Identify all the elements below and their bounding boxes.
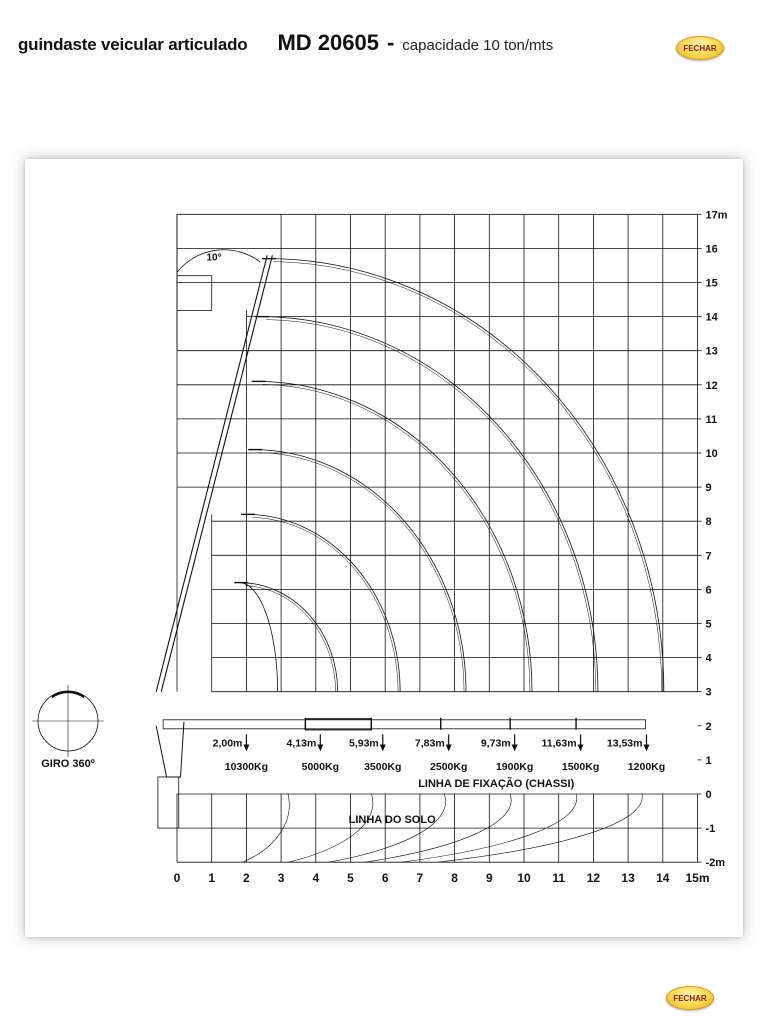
reach-curve-inner bbox=[263, 384, 530, 691]
horizontal-boom-cylinder bbox=[305, 719, 371, 730]
y-tick-label: -2m bbox=[705, 857, 726, 870]
reach-curve bbox=[239, 583, 337, 692]
reach-distance-label: 7,83m bbox=[414, 737, 445, 750]
horizontal-boom-body bbox=[163, 720, 645, 729]
x-tick-label: 3 bbox=[277, 871, 285, 886]
page-subtitle: guindaste veicular articulado bbox=[18, 35, 248, 54]
close-button-top[interactable]: FECHAR bbox=[676, 36, 724, 60]
reach-curve-inner bbox=[252, 517, 398, 691]
x-tick-label: 8 bbox=[451, 871, 458, 886]
x-tick-label: 2 bbox=[243, 871, 250, 886]
reach-curve-small bbox=[239, 583, 277, 692]
y-tick-label: 8 bbox=[705, 516, 712, 529]
y-tick-label: 6 bbox=[705, 584, 712, 597]
y-tick-label: 16 bbox=[705, 243, 718, 256]
reach-curve bbox=[260, 317, 598, 692]
chart-labels bbox=[32, 209, 728, 885]
reach-arrow bbox=[317, 745, 323, 752]
x-tick-label: 5 bbox=[347, 871, 354, 886]
x-tick-label: 10 bbox=[517, 871, 531, 886]
page-header bbox=[18, 30, 758, 66]
y-tick-label: 7 bbox=[705, 550, 712, 563]
reach-distance-label: 9,73m bbox=[480, 737, 511, 750]
y-tick-label: 0 bbox=[705, 789, 712, 801]
y-tick-label: 10 bbox=[705, 448, 718, 460]
y-tick-label: 2 bbox=[705, 720, 712, 733]
model-name: MD 20605 bbox=[277, 30, 379, 55]
y-tick-label: 13 bbox=[705, 345, 718, 358]
x-tick-label: 12 bbox=[586, 871, 601, 886]
x-tick-label: 7 bbox=[416, 871, 424, 886]
title-separator: - bbox=[386, 30, 395, 55]
crane-base bbox=[158, 777, 179, 828]
reach-arrow bbox=[643, 745, 649, 752]
y-tick-label: 1 bbox=[705, 754, 712, 767]
reach-load-label: 2500Kg bbox=[430, 761, 468, 774]
reach-curve bbox=[253, 450, 466, 692]
x-tick-label: 4 bbox=[312, 871, 320, 886]
crane-boom bbox=[156, 250, 276, 692]
x-tick-label: 0 bbox=[173, 871, 181, 886]
reach-load-label: 3500Kg bbox=[364, 761, 402, 774]
y-tick-label: -1 bbox=[705, 823, 716, 836]
x-tick-label: 1 bbox=[208, 871, 216, 886]
angle-label: 10° bbox=[206, 252, 222, 264]
boom-outer-line bbox=[161, 255, 272, 691]
reach-load-label: 10300Kg bbox=[224, 761, 269, 774]
y-tick-label: 14 bbox=[705, 311, 718, 324]
x-tick-label: 13 bbox=[621, 871, 635, 886]
reach-distance-label: 13,53m bbox=[606, 737, 643, 750]
reach-distance-label: 5,93m bbox=[348, 737, 379, 750]
rotation-label: GIRO 360º bbox=[41, 758, 95, 770]
y-tick-label: 17m bbox=[705, 209, 728, 222]
reach-curve-inner bbox=[245, 586, 335, 692]
reach-distance-label: 2,00m bbox=[212, 737, 243, 750]
y-tick-label: 5 bbox=[705, 618, 712, 631]
y-tick-label: 9 bbox=[705, 482, 712, 495]
x-tick-label: 9 bbox=[485, 871, 493, 886]
reach-curve-inner bbox=[259, 453, 464, 692]
reach-load-label: 1500Kg bbox=[561, 761, 600, 774]
reach-arrow bbox=[380, 745, 386, 752]
reach-arrow bbox=[512, 745, 518, 752]
x-tick-label: 14 bbox=[656, 871, 670, 886]
load-chart-panel bbox=[25, 159, 743, 937]
reach-curve-inner bbox=[273, 262, 662, 692]
reach-distance-label: 11,63m bbox=[541, 737, 577, 750]
reach-arrow bbox=[446, 745, 452, 752]
chassis-line-label: LINHA DE FIXAÇÃO (CHASSI) bbox=[418, 778, 575, 791]
y-tick-label: 4 bbox=[705, 652, 712, 665]
grid-inset-box bbox=[177, 276, 212, 311]
reach-arrow bbox=[243, 745, 249, 752]
capacity-text: capacidade 10 ton/mts bbox=[402, 37, 554, 54]
x-tick-label: 6 bbox=[381, 871, 389, 886]
y-tick-label: 11 bbox=[705, 413, 718, 426]
y-tick-label: 3 bbox=[705, 686, 712, 699]
crane-column bbox=[156, 722, 184, 777]
reach-load-label: 5000Kg bbox=[301, 761, 339, 774]
close-button-bottom[interactable]: FECHAR bbox=[666, 986, 714, 1010]
y-tick-label: 12 bbox=[705, 379, 718, 392]
reach-load-label: 1900Kg bbox=[495, 761, 534, 774]
reach-arrow bbox=[578, 745, 584, 752]
x-tick-label: 15m bbox=[685, 871, 710, 886]
ground-line-label: LINHA DO SOLO bbox=[348, 813, 436, 826]
y-tick-label: 15 bbox=[705, 277, 718, 290]
x-tick-label: 11 bbox=[552, 871, 566, 886]
reach-load-label: 1200Kg bbox=[627, 761, 666, 774]
load-chart bbox=[25, 159, 743, 937]
reach-distance-label: 4,13m bbox=[286, 737, 317, 750]
